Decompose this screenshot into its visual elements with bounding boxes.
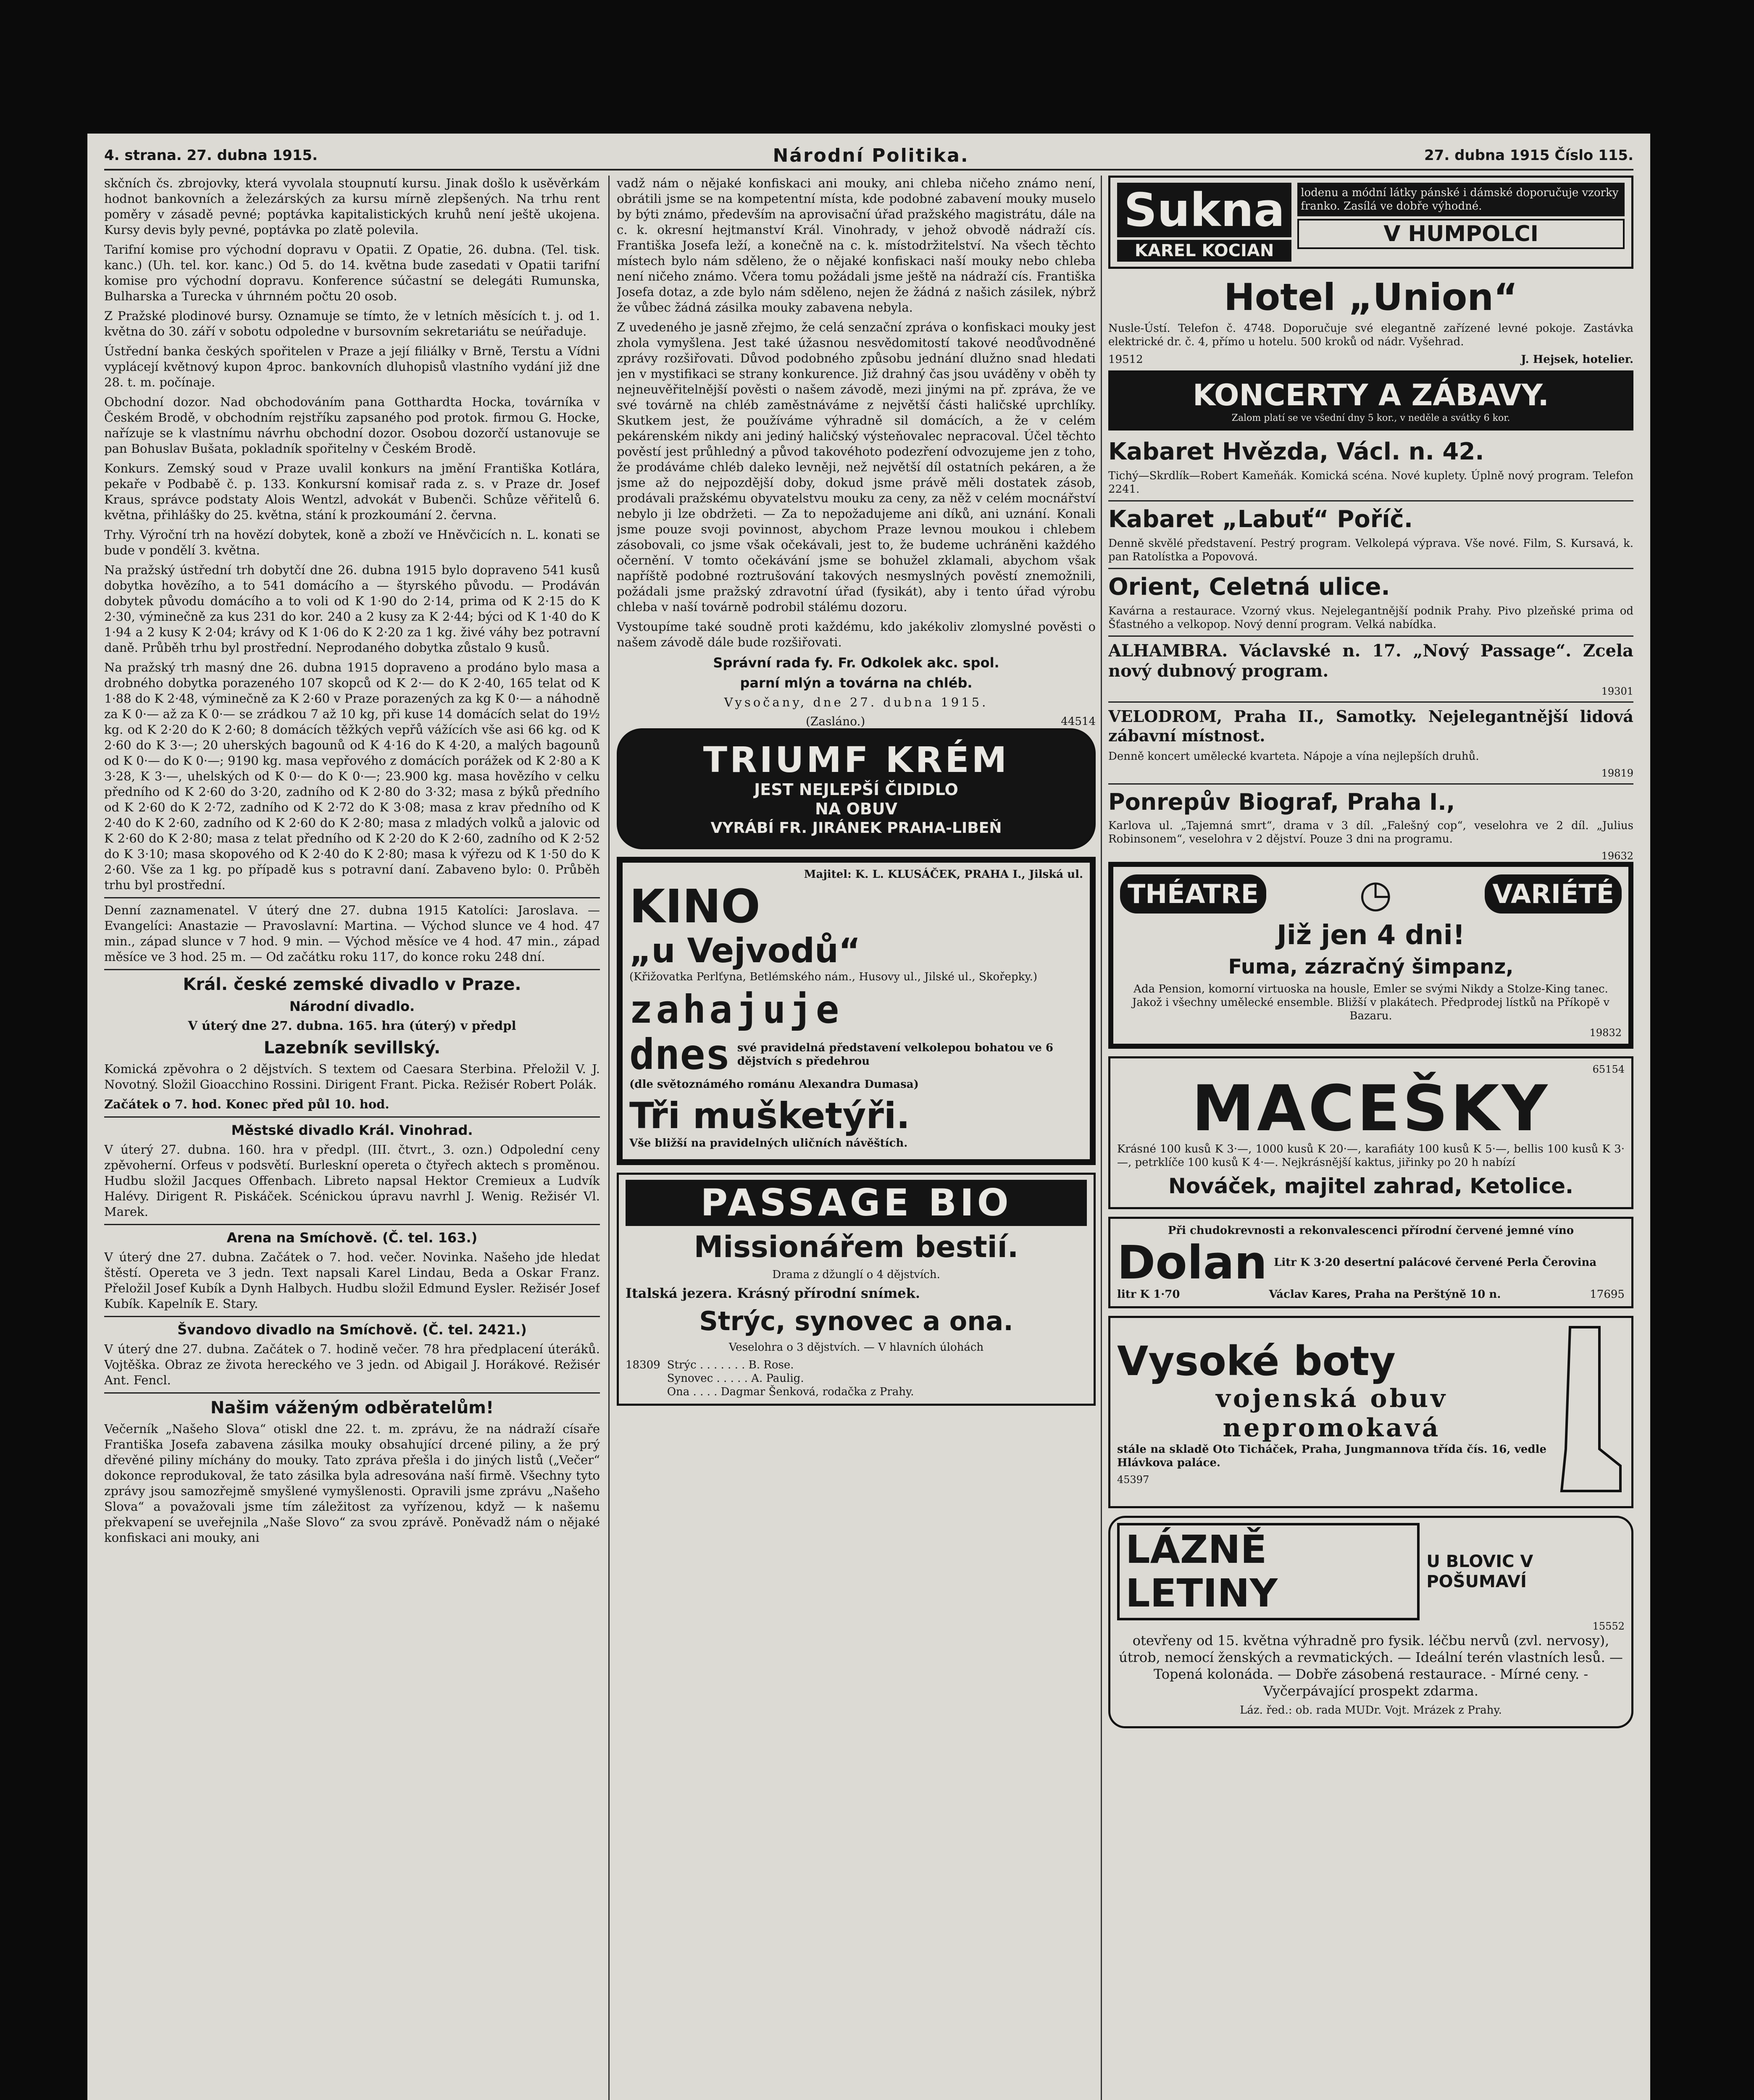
kino-film: Tři mušketýři. <box>629 1095 910 1137</box>
middle-column <box>617 176 1096 1413</box>
theatre-ad <box>1108 862 1633 1049</box>
article-tarif: Tarifní komise pro východní dopravu v Opatii. Z Opatie, 26. dubna. (Tel. tisk. kanc.) (Uh. tel. kor. kanc.) Od 5. do 14. května bude zasedati v Opatii tarifní komise pro východní dopravu. Konference súčastní se delegáti Rumunska, Bulharska a Turecka v úhrnném počtu 20 osob. <box>104 242 600 303</box>
article-p2: Z uvedeného je jasně zřejmo, že celá senzační zpráva o konfiskaci mouky jest zhola vymyšlena. Jest také úžasnou nesvědomitostí takové neodůvodněné zprávy rozšiřovati. Důvod podobného způsobu jednání dlužno snad hledati jen v mystifikaci se strany konkurence. Již drahný čas jsou uváděny v oběh ty nejneuvěřitelnější pověsti o našem závodě, mezi jinými na př. zpráva, že ve své továrně na chléb zaměstnáváme z největší části haličské uprchlíky. Skutkem jest, že používáme výhradně sil domácích, a že v celém pekárenském nikdy ani jediný haličský výsteňovalec nepracoval. Účel těchto pověstí jest průhledný a původ takovéhoto podezření odvozujeme jen z toho, že prodáváme chléb daleko levněji, než největší díl ostatních pekáren, a že jsme až do nejpozdější doby, dokud jsme právě měli dostatek zásob, prodávali pražskému obyvatelstvu mouku za ceny, za něž v celém mocnářství nebylo ji lze obdržeti. — Za to nepožadujeme ani díků, ani uznání. Konali jsme pouze svoji povinnost, abychom Praze levnou moukou i chlebem zásobovali, co jsme však očekávali, jest to, že budeme uchráněni každého očernění. V tomto očekávání jsme se bohužel zklamali, abychom však napříště podobné roztrušování takových nesmyslných pověstí znemožnili, požádali jsme pražský zdravotní úřad (fysikát), aby i tento úřad výrobu chleba v naší továrně podrobil stálému dozoru. <box>617 320 1096 614</box>
sukna-place: V HUMPOLCI <box>1297 219 1625 249</box>
passage-number: 18309 <box>626 1359 660 1371</box>
lazne-row <box>1117 1523 1625 1620</box>
lazne-number: 15552 <box>1592 1620 1625 1632</box>
theatre-fuma: Fuma, zázračný šimpanz, <box>1228 955 1514 979</box>
right-column <box>1108 176 1633 1736</box>
triumf-maker: VYRÁBÍ FR. JIRÁNEK PRAHA-LIBEŇ <box>710 819 1002 837</box>
article-intro: skčních čs. zbrojovky, která vyvolala stoupnutí kursu. Jinak došlo k usěvěrkám hodnot bankovních a železárských za kursu mírně zlepšených. Na trhu rent poměry v zásadě pevné; poptávka kapitalistických kruhů není ještě ukojena. Kursy devis byly pevné, poptávka po zlatě polevila. <box>104 176 600 237</box>
article-trhy: Trhy. Výroční trh na hovězí dobytek, koně a zboží ve Hněvčicích n. L. konati se bude v pondělí 3. května. <box>104 528 600 557</box>
theatre-header <box>1120 872 1622 916</box>
nd-title: Lazebník sevillský. <box>263 1038 441 1058</box>
sukna-maker: KAREL KOCIAN <box>1117 240 1291 262</box>
theatre-number: 19832 <box>1589 1027 1622 1039</box>
koncerty-title: KONCERTY A ZÁBAVY. <box>1192 378 1549 412</box>
article-konkurs: Konkurs. Zemský soud v Praze uvalil konkurs na jmění Františka Kotlára, pekaře v Podbabě č. p. 133. Konkursní komisař rada z. s. v Praze dr. Josef Kraus, správce podstaty Alois Wentzl, advokát v Bubenči. Schůze věřitelů 6. května, přihlášky do 25. května, stání k prozkoumání 2. června. <box>104 461 600 522</box>
divider <box>104 969 600 970</box>
arena-text: V úterý dne 27. dubna. Začátek o 7. hod. večer. Novinka. Našeho jde hledat štěstí. Opereta ve 3 jedn. Text napsali Karel Lindau, Beda a Oskar Franz. Přeložil Josef Kubík a Dynh Halbych. Hudbu složil Edmund Eysler. Režisér Josef Kubík. Kapelník E. Stary. <box>104 1250 600 1311</box>
dolan-price: litr K 1·70 <box>1117 1288 1180 1301</box>
sukna-left <box>1117 183 1291 262</box>
article-bursy: Z Pražské plodinové bursy. Oznamuje se tímto, že v letních měsících t. j. od 1. května do 30. září v sobotu odpoledne v bursovním sekretariátu se neúřaduje. <box>104 309 600 339</box>
macesky-title: MACEŠKY <box>1191 1072 1550 1145</box>
union-number: 19512 <box>1108 353 1143 366</box>
article-dozor: Obchodní dozor. Nad obchodováním pana Gotthardta Hocka, továrníka v Českém Brodě, v obchodním rejstříku zapsaného pod protok. firmou G. Hocke, nařízuje se k vlastnímu návrhu obchodní dozor. Osobou dozorčí ustanovuje se pan Bohuslav Bušata, pokladník spořitelny v Českém Brodě. <box>104 395 600 456</box>
boty-row <box>1117 1323 1625 1501</box>
boty-ad <box>1108 1316 1633 1508</box>
header-right: 27. dubna 1915 Číslo 115. <box>1424 147 1633 164</box>
column-divider <box>1101 176 1102 2100</box>
header-left: 4. strana. 27. dubna 1915. <box>104 147 318 164</box>
theatre-right: VARIÉTÉ <box>1485 874 1622 914</box>
divider <box>104 1224 600 1225</box>
dolan-title: Dolan <box>1117 1236 1268 1289</box>
divider <box>1108 500 1633 501</box>
dolan-row <box>1117 1237 1625 1288</box>
svandovo-heading: Švandovo divadlo na Smíchově. (Č. tel. 2421.) <box>177 1322 527 1338</box>
orient-text: Kavárna a restaurace. Vzorný vkus. Nejelegantnější podnik Prahy. Pivo plzeňské prima od Šťastného a velkopop. Nový denní program. Velká nabídka. <box>1108 605 1633 631</box>
alhambra-title: ALHAMBRA. Václavské n. 17. „Nový Passage“. Zcela nový dubnový program. <box>1108 641 1633 681</box>
labut-text: Denně skvělé představení. Pestrý program. Velkolepá výprava. Vše nové. Film, S. Kursavá, k. pan Ratolístka a Popovová. <box>1108 537 1633 563</box>
boty-title: Vysoké boty <box>1117 1338 1396 1385</box>
sukna-ad <box>1108 176 1633 269</box>
kino-name: KINO <box>629 879 760 933</box>
velodrom-text: Denně koncert umělecké kvarteta. Nápoje a vína nejlepších druhů. <box>1108 750 1479 763</box>
sukna-right <box>1297 183 1625 262</box>
national-theatre-sub: Národní divadlo. <box>289 998 415 1014</box>
divider <box>104 1316 600 1317</box>
dolan-top: Při chudokrevnosti a rekonvalescenci přírodní červené jemné víno <box>1168 1224 1574 1237</box>
cast-line: Strýc . . . . . . . B. Rose. <box>667 1359 794 1371</box>
article-cont: vadž nám o nějaké konfiskaci ani mouky, ani chleba ničeho známo není, obrátili jsme se na kompetentní místa, kde podobné zabavení mouky muselo by býti známo, především na aprovisační úřad pražského magistrátu, dále na c. k. okresní hejtmanství Král. Vinohrady, v jehož obvodě nádraží cís. Františka Josefa leží, a konečně na c. k. místodržitelství. Na všech těchto místech bylo nám sděleno, že o nějaké konfiskaci naší mouky nebo chleba není ničeho známo. Včera tomu požádali jsme ještě na nádraží cís. Františka Josefa dotaz, a zde bylo nám sděleno, nejen že žádná z našich zásilek, nýbrž že vůbec žádná zásilka mouky zabavena nebyla. <box>617 176 1096 315</box>
ponrepo-text: Karlova ul. „Tajemná smrt“, drama v 3 díl. „Falešný cop“, veselohra ve 2 díl. „Julius Robinsonem“, veselohra v 2 dějství. Pouze 3 dni na programu. <box>1108 819 1633 845</box>
union-owner: J. Hejsek, hotelier. <box>1521 353 1633 366</box>
union-footer <box>1108 353 1633 366</box>
boty-sub1: vojenská obuv <box>1216 1384 1448 1413</box>
divider <box>1108 568 1633 569</box>
mestske-text: V úterý 27. dubna. 160. hra v předpl. (III. čtvrt., 3. ozn.) Odpolední ceny zpěvoherní. Orfeus v podsvětí. Burleskní opereta o čtyřech aktech s proměnou. Hudbu složil Jacques Offenbach. Libreto napsal Hektor Cremieux a Ludvík Halévy. Dirigent R. Piskáček. Scénickou úpravu navrhl J. Wenig. Režisér Vl. Marek. <box>104 1142 600 1219</box>
dolan-footer <box>1117 1288 1625 1301</box>
lazne-place: U BLOVIC V POŠUMAVÍ <box>1426 1552 1533 1591</box>
nd-date: V úterý dne 27. dubna. 165. hra (úterý) v předpl <box>188 1018 516 1033</box>
clock-icon: ◷ <box>1359 872 1392 916</box>
divider <box>1108 783 1633 785</box>
passage-film1-sub: Drama z džunglí o 4 dějstvích. <box>772 1268 940 1281</box>
macesky-number: 65154 <box>1592 1063 1625 1075</box>
triumf-brand: TRIUMF KRÉM <box>703 739 1010 780</box>
sukna-text: lodenu a módní látky pánské i dámské doporučuje vzorky franko. Zasílá ve dobře výhodné. <box>1297 183 1625 216</box>
theatre-days: Již jen 4 dni! <box>1277 920 1465 951</box>
passage-title: PASSAGE BIO <box>626 1180 1087 1226</box>
dolan-number: 17695 <box>1590 1288 1625 1301</box>
kino-roman: (dle světoznámého románu Alexandra Dumasa) <box>629 1078 919 1091</box>
zaslano-label: (Zasláno.) <box>805 714 865 728</box>
kino-ad <box>617 857 1096 1165</box>
zaslano-row <box>617 714 1096 728</box>
passage-film2: Italská jezera. Krásný přírodní snímek. <box>626 1285 920 1301</box>
macesky-seller: Nováček, majitel zahrad, Ketolice. <box>1168 1174 1574 1198</box>
passage-ad <box>617 1173 1096 1406</box>
left-column <box>104 176 600 1550</box>
ponrepo-number: 19632 <box>1601 850 1633 862</box>
arena-heading: Arena na Smíchově. (Č. tel. 163.) <box>226 1230 478 1246</box>
union-title: Hotel „Union“ <box>1224 276 1518 319</box>
article-p3: Vystoupíme také soudně proti každému, kdo jakékoliv zlomyslné pověsti o našem závodě dále bude rozšiřovati. <box>617 620 1096 649</box>
koncerty-sub: Zalom platí se ve všední dny 5 kor., v neděle a svátky 6 kor. <box>1231 413 1510 423</box>
kino-zahajuje: zahajuje <box>629 987 843 1032</box>
divider <box>1108 701 1633 703</box>
lazne-ad <box>1108 1516 1633 1728</box>
kino-desc: své pravidelná představení velkolepou bohatou ve 6 dějstvích s předehrou <box>737 1042 1053 1068</box>
newspaper-page <box>87 134 1650 2100</box>
boty-text-block <box>1117 1339 1546 1486</box>
orient-title: Orient, Celetná ulice. <box>1108 573 1390 601</box>
svandovo-text: V úterý dne 27. dubna. Začátek o 7. hodině večer. 78 hra předplacení úteráků. Vojtěška. Obraz ze života hereckého ve 3 jedn. od Abigail J. Horákové. Režisér Ant. Fencl. <box>104 1342 600 1387</box>
lazne-doctor: Láz. řed.: ob. rada MUDr. Vojt. Mrázek z Prahy. <box>1240 1704 1502 1717</box>
union-text: Nusle-Ústí. Telefon č. 4748. Doporučuje své elegantně zařízené levné pokoje. Zastávka elektrické dr. č. 4, přímo u hotelu. 500 kroků od nádr. Vyšehrad. <box>1108 322 1633 348</box>
signature-1: Správní rada fy. Fr. Odkolek akc. spol. <box>713 655 999 671</box>
kino-subtitle: „u Vejvodů“ <box>629 931 861 970</box>
kino-dnes-row <box>629 1032 1083 1078</box>
divider <box>104 1392 600 1394</box>
boty-number: 45397 <box>1117 1474 1149 1486</box>
masthead: Národní Politika. <box>773 144 969 166</box>
kino-address: (Křižovatka Perlťyna, Betlémského nám., Husovy ul., Jilské ul., Skořepky.) <box>629 971 1037 983</box>
mestske-heading: Městské divadlo Král. Vinohrad. <box>231 1122 473 1138</box>
ponrepo-title: Ponrepův Biograf, Praha I., <box>1108 789 1455 815</box>
hvezda-text: Tichý—Skrdlík—Robert Kameňák. Komická scéna. Nové kuplety. Úplně nový program. Telefon 2241. <box>1108 470 1633 496</box>
kino-owner: Majitel: K. L. KLUSÁČEK, PRAHA I., Jilská ul. <box>804 868 1083 881</box>
dolan-ad <box>1108 1217 1633 1308</box>
hvezda-title: Kabaret Hvězda, Václ. n. 42. <box>1108 438 1484 465</box>
macesky-ad <box>1108 1056 1633 1209</box>
lazne-text: otevřeny od 15. května výhradně pro fysik. léčbu nervů (zvl. nervosy), útrob, nemocí ženských a revmatických. — Ideální terén vlastních lesů. — Topená kolonáda. — Dobře zásobená restaurace. - Mírné ceny. - Vyčerpávající prospekt zdarma. <box>1119 1633 1623 1699</box>
theatre-left: THÉATRE <box>1120 874 1266 914</box>
triumf-ad <box>617 728 1096 849</box>
kino-dnes: dnes <box>629 1030 731 1079</box>
passage-film1: Missionářem bestií. <box>694 1230 1019 1264</box>
dolan-seller: Václav Kares, Praha na Perštýně 10 n. <box>1269 1288 1501 1301</box>
boty-sub2: nepromokavá <box>1223 1413 1441 1443</box>
theatre-text: Ada Pension, komorní virtuoska na housle, Emler se svými Nikdy a Stolze-King tanec. Jakož i všechny umělecké ensemble. Bližší v plakátech. Předprodej lístků na Příkopě v Bazaru. <box>1132 983 1610 1022</box>
nd-text: Komická zpěvohra o 2 dějstvích. S textem od Caesara Sterbina. Přeložil V. J. Novotný. Složil Gioacchino Rossini. Dirigent Frant. Picka. Režisér Robert Polák. <box>104 1062 600 1092</box>
article-maso: Na pražský trh masný dne 26. dubna 1915 dopraveno a prodáno bylo masa a drobného dobytka porazeného 107 skopců od K 2·— do K 2·40, 165 telat od K 1·88 do K 2·48, výminečně za K 2·60 v Praze porazených za kg K 0·— a náhodně za K 0·— až za K 0·— se zrádkou 7 až 10 kg, při kuse 14 domácích selat do 19½ kg. od K 2·20 do K 2·60; 8 domácích těžkých vepřů vážících vše asi 66 kg. od K 2·60 do K 3·—; 20 uherských bagounů od K 4·16 do K 4·20, a malých bagounů od K 0·— do K 0·—; 9190 kg. masa vepřového z domácích porážek od K 2·80 a K 3·28, K 3·—, uhelských od K 0·— do K 0·—; 23.900 kg. masa hovězího v celku předního od K 2·60 do 3·20, zadního od K 2·80 do 3·32; masa z býků předního od K 2·60 do K 2·72, zadního od K 2·72 do K 3·08; masa z krav předního od K 2·40 do K 2·60, zadního od K 2·60 do K 2·80; masa z mladých volků a jalovic od K 2·60 do K 2·80; masa z telat předního od K 2·20 do K 2·60, zadního od K 2·52 do K 3·10; masa skopového od K 2·40 do K 2·80; masa k výřezu od K 1·50 do K 2·60. Vše za 1 kg. po případě kus s potravní daní. Zabaveno bylo: 0. Průběh trhu byl prostřední. <box>104 660 600 892</box>
passage-film3-sub: Veselohra o 3 dějstvích. — V hlavních úlohách <box>728 1341 984 1354</box>
page-header <box>104 142 1633 171</box>
odberatele-text: Večerník „Našeho Slova“ otiskl dne 22. t. m. zprávu, že na nádraží císaře Františka Josefa zabavena zásilka mouky obsahující drcené piliny, a že prý dřevěné piliny míchány do mouky. Tato zpráva přešla i do jiných listů („Večer“ dokonce reprodukoval, že tato zásilka byla adresována naší firmě. Všechny tyto zprávy jsou samozřejmě smyšlené vymyšlenosti. Opravili jsme zprávu „Našeho Slova“ a považovali jsme tím záležitost za vyřízenou, když — k našemu překvapení se uveřejnila „Naše Slovo“ za svou zprávě. Poněvadž nám o nějaké konfiskaci ani mouky, ani <box>104 1422 600 1545</box>
theatre-heading: Král. české zemské divadlo v Praze. <box>183 975 521 994</box>
passage-film3: Strýc, synovec a ona. <box>699 1306 1013 1336</box>
boot-icon <box>1553 1323 1625 1501</box>
velodrom-title: VELODROM, Praha II., Samotky. Nejelegantnější lidová zábavní místnost. <box>1108 707 1633 745</box>
signature-2: parní mlýn a továrna na chléb. <box>740 675 973 691</box>
cast-line: Synovec . . . . . A. Paulig. <box>667 1372 804 1385</box>
article-kalendar: Denní zaznamenatel. V úterý dne 27. dubna 1915 Katolíci: Jaroslava. — Evangelíci: Anastazie — Pravoslavní: Martina. — Východ slunce ve 4 hod. 47 min., západ slunce v 7 hod. 9 min. — Východ měsíce ve 4 hod. 47 min., západ měsíce ve 3 hod. 25 m. — Od začátku roku 117, do konce roku 248 dní. <box>104 903 600 964</box>
dolan-desc: Litr K 3·20 desertní palácové červené Perla Čerovina <box>1274 1256 1597 1269</box>
column-divider <box>608 176 610 2100</box>
sukna-title: Sukna <box>1117 183 1291 237</box>
passage-cast-row <box>626 1358 1087 1399</box>
zaslano-number: 44514 <box>1061 715 1096 728</box>
cast-line: Ona . . . . Dagmar Šenková, rodačka z Prahy. <box>667 1386 914 1398</box>
divider <box>104 1116 600 1118</box>
nd-time: Začátek o 7. hod. Konec před půl 10. hod. <box>104 1097 389 1111</box>
lazne-title: LÁZNĚ LETINY <box>1117 1523 1420 1620</box>
kino-more: Vše bližší na pravidelných uličních návěštích. <box>629 1137 908 1150</box>
article-banka: Ústřední banka českých spořitelen v Praze a její filiálky v Brně, Terstu a Vídni vyplácejí květnový kupon 4proc. bankovních dluhopisů vlastního vydání již dne 28. t. m. počínaje. <box>104 344 600 389</box>
triumf-sub2: NA OBUV <box>815 800 897 818</box>
odberatele-heading: Našim váženým odběratelům! <box>210 1398 494 1418</box>
koncerty-ad <box>1108 370 1633 430</box>
passage-cast <box>667 1358 914 1399</box>
macesky-text: Krásné 100 kusů K 3·—, 1000 kusů K 20·—, karafiáty 100 kusů K 5·—, bellis 100 kusů K 3·—, petrklíče 100 kusů K 4·—. Nejkrásnější kaktus, jiřinky po 20 h nabízí <box>1117 1143 1625 1169</box>
boty-text: stále na skladě Oto Ticháček, Praha, Jungmannova třída čís. 16, vedle Hlávkova paláce. <box>1117 1443 1546 1469</box>
signature-3: Vysočany, dne 27. dubna 1915. <box>724 695 989 709</box>
article-dobytek: Na pražský ústřední trh dobytčí dne 26. dubna 1915 bylo dopraveno 541 kusů dobytka hovězího, a to 541 domácího a — štyrského původu. — Prodáván dobytek původu domácího a to voli od K 1·90 do 2·14, prima od K 2·15 do K 2·30, výminečně za kus 231 do kor. 240 a 2 kusy za K 2·44; býci od K 1·40 do K 1·94 a 2 kusy K 2·04; krávy od K 1·06 do K 2·20 za 1 kg. živé váhy bez potravní daně. Průběh trhu byl prostřední. Neprodaného dobytka zůstalo 9 kusů. <box>104 563 600 655</box>
triumf-sub1: JEST NEJLEPŠÍ ČIDIDLO <box>754 780 958 799</box>
alhambra-number: 19301 <box>1601 685 1633 697</box>
labut-title: Kabaret „Labuť“ Poříč. <box>1108 506 1413 533</box>
velodrom-number: 19819 <box>1601 767 1633 779</box>
divider <box>1108 635 1633 637</box>
divider <box>104 897 600 898</box>
